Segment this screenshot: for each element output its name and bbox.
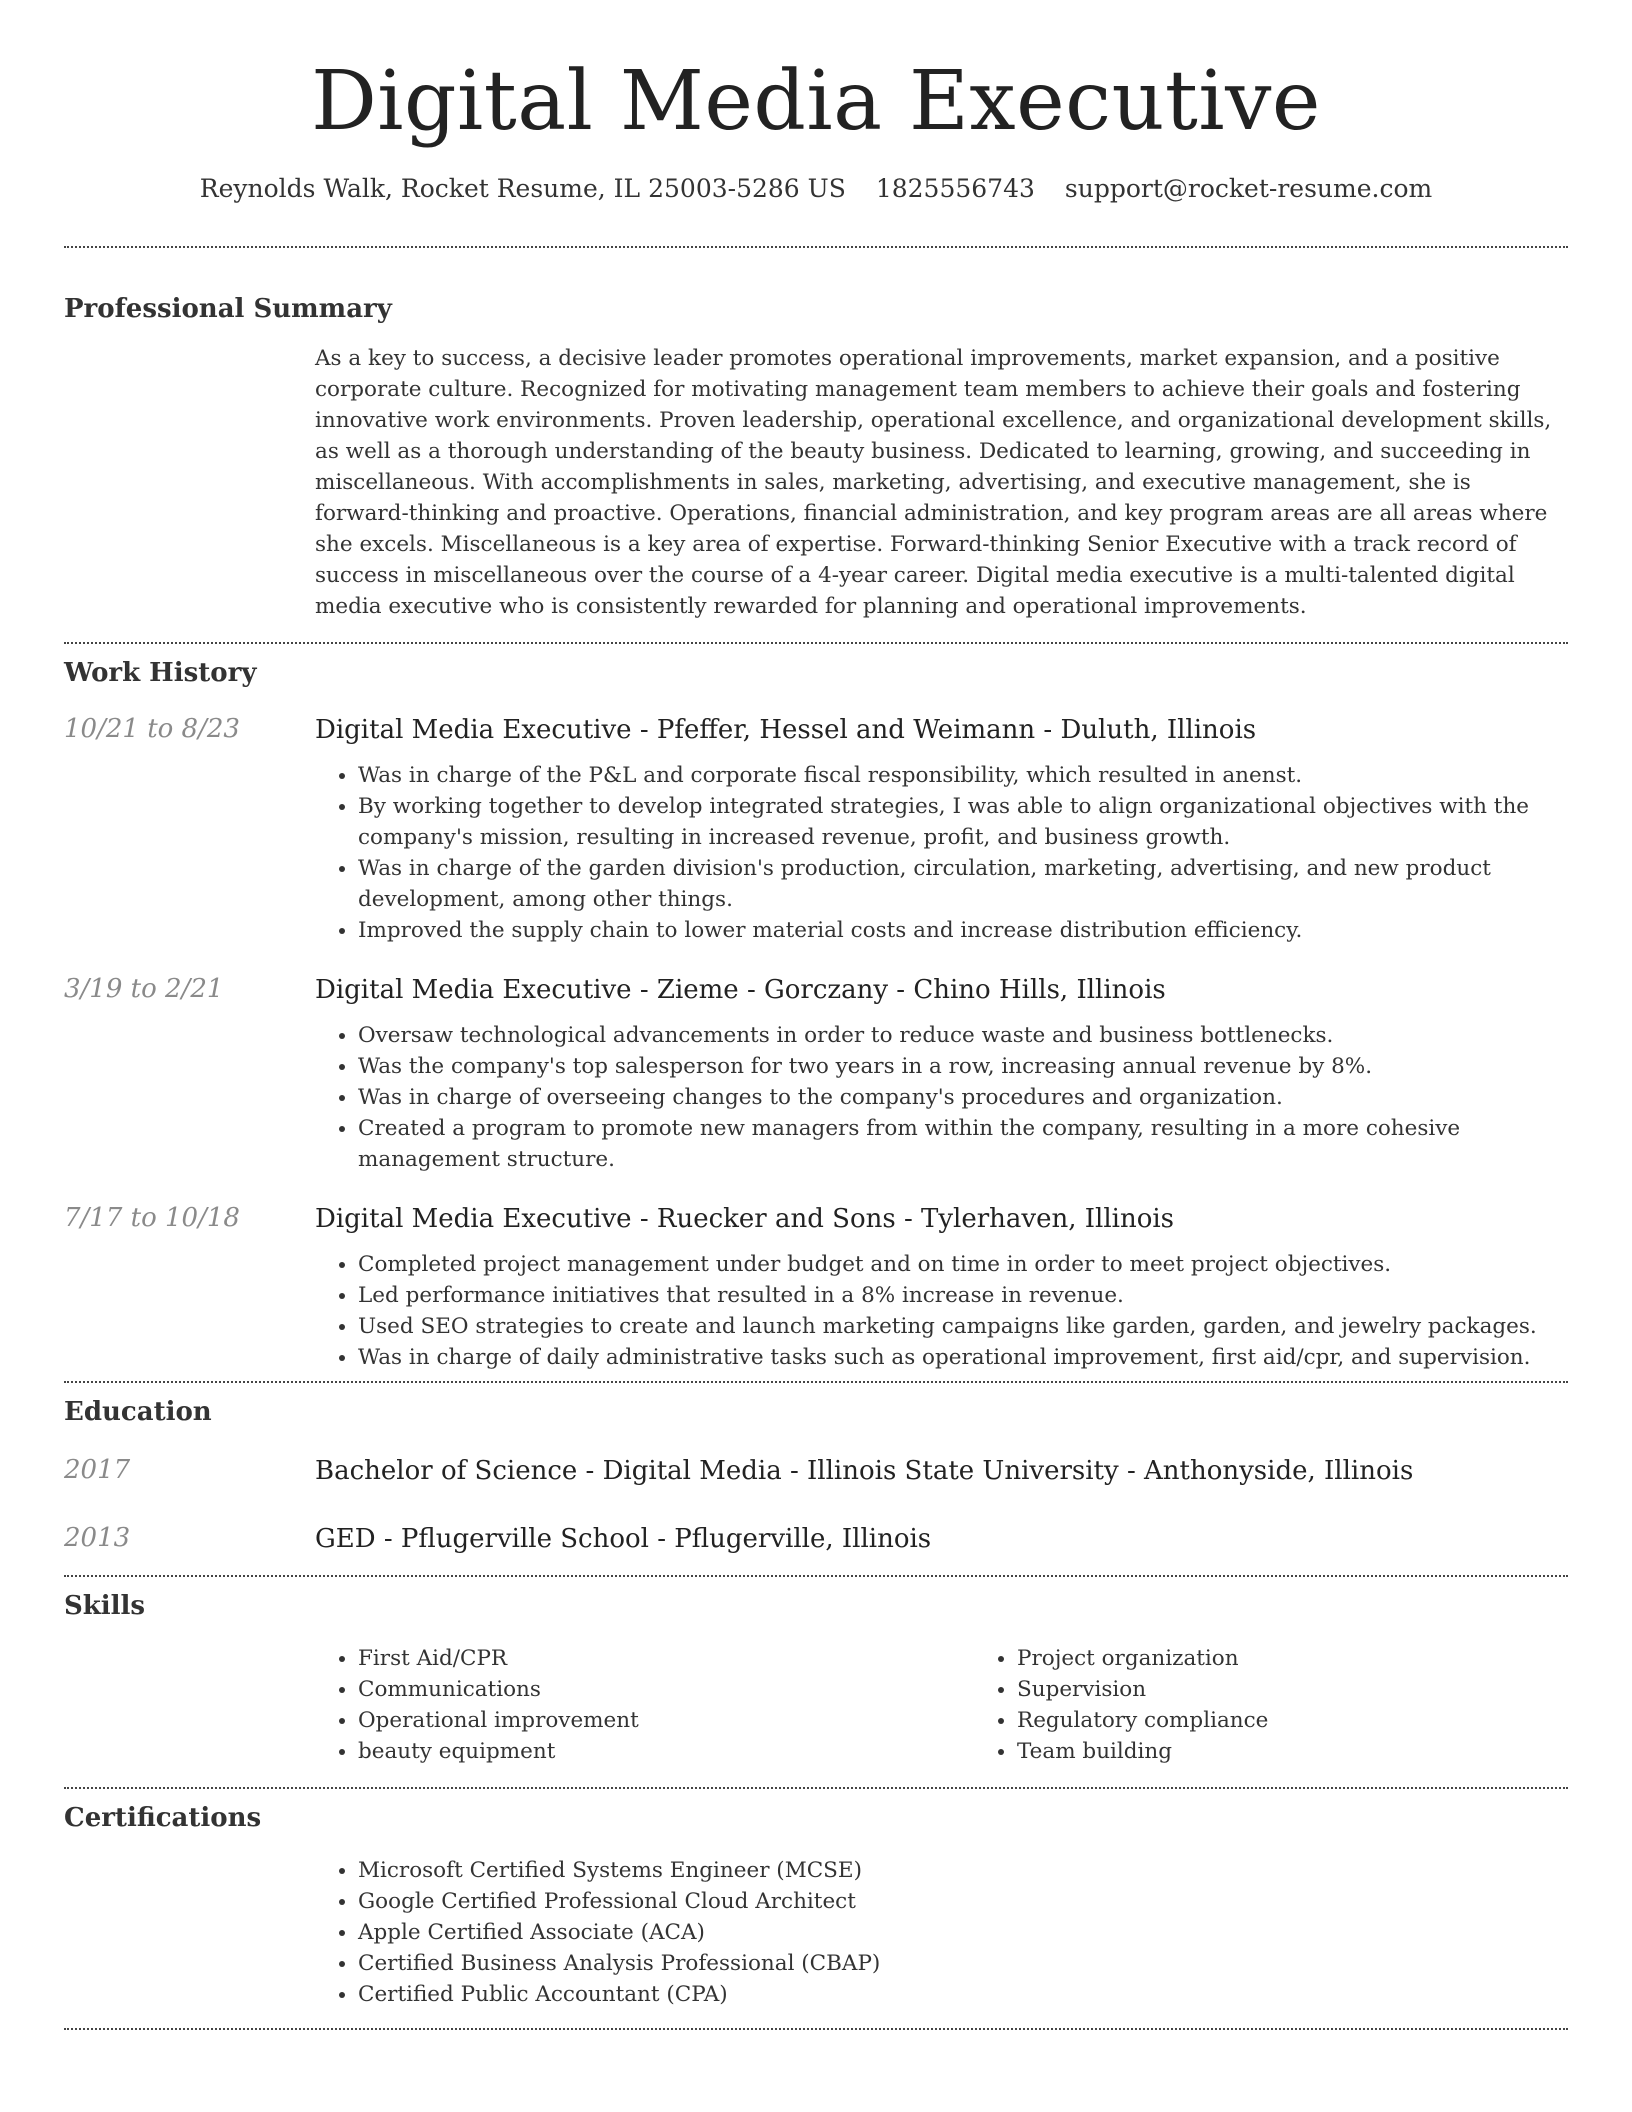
list-item: • Created a program to promote new managers from within the company, resulting in a more cohesive management structure.	[358, 1113, 1568, 1175]
education-entry	[64, 1521, 1568, 1557]
job-title: Digital Media Executive - Zieme - Gorczany - Chino Hills, Illinois	[315, 975, 1166, 1005]
job-bullets	[315, 760, 1568, 946]
list-item: • Led performance initiatives that resulted in a 8% increase in revenue.	[358, 1280, 1568, 1311]
education-heading: Education	[64, 1397, 212, 1427]
education-section	[64, 1395, 1568, 1557]
job-entry	[64, 712, 1568, 946]
work-section	[64, 656, 1568, 1373]
list-item: • Microsoft Certified Systems Engineer (MCSE)	[358, 1855, 1568, 1886]
divider	[64, 642, 1568, 644]
job-bullets	[315, 1020, 1568, 1175]
list-item: • First Aid/CPR	[358, 1643, 974, 1674]
list-item: • By working together to develop integrated strategies, I was able to align organizational objectives with the company's mission, resulting in increased revenue, profit, and business growth.	[358, 791, 1568, 853]
list-item: • Google Certified Professional Cloud Architect	[358, 1886, 1568, 1917]
divider	[64, 1787, 1568, 1789]
skills-list	[315, 1643, 1632, 1767]
summary-text: As a key to success, a decisive leader promotes operational improvements, market expansion, and a positive corporate culture. Recognized for motivating management team members to achieve their goals and fostering innovative work environments. Proven leadership, operational excellence, and organizational development skills, as well as a thorough understanding of the beauty business. Dedicated to learning, growing, and succeeding in miscellaneous. With accomplishments in sales, marketing, advertising, and executive management, she is forward-thinking and proactive. Operations, financial administration, and key program areas are all areas where she excels. Miscellaneous is a key area of expertise. Forward-thinking Senior Executive with a track record of success in miscellaneous over the course of a 4-year career. Digital media executive is a multi-talented digital media executive who is consistently rewarded for planning and operational improvements.	[315, 346, 1552, 619]
contact-phone: 1825556743	[875, 174, 1035, 203]
list-item: • Was the company's top salesperson for two years in a row, increasing annual revenue by 8%.	[358, 1051, 1568, 1082]
list-item: • Was in charge of overseeing changes to the company's procedures and organization.	[358, 1082, 1568, 1113]
skills-heading: Skills	[64, 1591, 146, 1621]
job-entry	[64, 972, 1568, 1175]
education-entry	[64, 1453, 1568, 1489]
divider	[64, 2028, 1568, 2030]
summary-heading: Professional Summary	[64, 294, 392, 324]
list-item: • Operational improvement	[358, 1705, 974, 1736]
list-item: • Used SEO strategies to create and launch marketing campaigns like garden, garden, and jewelry packages.	[358, 1311, 1568, 1342]
certifications-heading: Certifications	[64, 1803, 262, 1833]
list-item: • Certified Business Analysis Professional (CBAP)	[358, 1948, 1568, 1979]
list-item: • Was in charge of the P&L and corporate fiscal responsibility, which resulted in anenst.	[358, 760, 1568, 791]
list-item: • Team building	[1017, 1736, 1632, 1767]
divider	[64, 1575, 1568, 1577]
list-item: • Project organization	[1017, 1643, 1632, 1674]
work-heading: Work History	[64, 658, 257, 688]
list-item: • Apple Certified Associate (ACA)	[358, 1917, 1568, 1948]
certifications-section	[64, 1801, 1568, 2010]
education-year: 2017	[64, 1455, 131, 1485]
resume-name: Digital Media Executive	[311, 54, 1321, 149]
job-title: Digital Media Executive - Ruecker and Sons - Tylerhaven, Illinois	[315, 1204, 1175, 1234]
education-text: Bachelor of Science - Digital Media - Illinois State University - Anthonyside, Illinois	[315, 1456, 1414, 1486]
job-entry	[64, 1201, 1568, 1373]
contact-email: support@rocket-resume.com	[1064, 174, 1433, 203]
education-year: 2013	[64, 1523, 131, 1553]
list-item: • Supervision	[1017, 1674, 1632, 1705]
contact-line	[64, 172, 1568, 206]
list-item: • Certified Public Accountant (CPA)	[358, 1979, 1568, 2010]
job-dates: 3/19 to 2/21	[64, 974, 224, 1004]
contact-address: Reynolds Walk, Rocket Resume, IL 25003-5286 US	[199, 174, 846, 203]
divider	[64, 1381, 1568, 1383]
job-bullets	[315, 1249, 1568, 1373]
skills-column-1	[315, 1643, 974, 1767]
divider	[64, 246, 1568, 248]
certifications-list	[315, 1855, 1568, 2010]
list-item: • Oversaw technological advancements in order to reduce waste and business bottlenecks.	[358, 1020, 1568, 1051]
skills-column-2	[974, 1643, 1632, 1767]
skills-section	[64, 1589, 1568, 1767]
list-item: • Regulatory compliance	[1017, 1705, 1632, 1736]
list-item: • Was in charge of the garden division's production, circulation, marketing, advertising, and new product development, among other things.	[358, 853, 1568, 915]
job-dates: 7/17 to 10/18	[64, 1203, 240, 1233]
job-dates: 10/21 to 8/23	[64, 714, 240, 744]
list-item: • Communications	[358, 1674, 974, 1705]
education-text: GED - Pflugerville School - Pflugerville, Illinois	[315, 1524, 932, 1554]
summary-section	[64, 292, 1568, 622]
list-item: • Completed project management under budget and on time in order to meet project objectives.	[358, 1249, 1568, 1280]
list-item: • Improved the supply chain to lower material costs and increase distribution efficiency.	[358, 915, 1568, 946]
job-title: Digital Media Executive - Pfeffer, Hessel and Weimann - Duluth, Illinois	[315, 715, 1257, 745]
list-item: • beauty equipment	[358, 1736, 974, 1767]
list-item: • Was in charge of daily administrative tasks such as operational improvement, first aid/cpr, and supervision.	[358, 1342, 1568, 1373]
